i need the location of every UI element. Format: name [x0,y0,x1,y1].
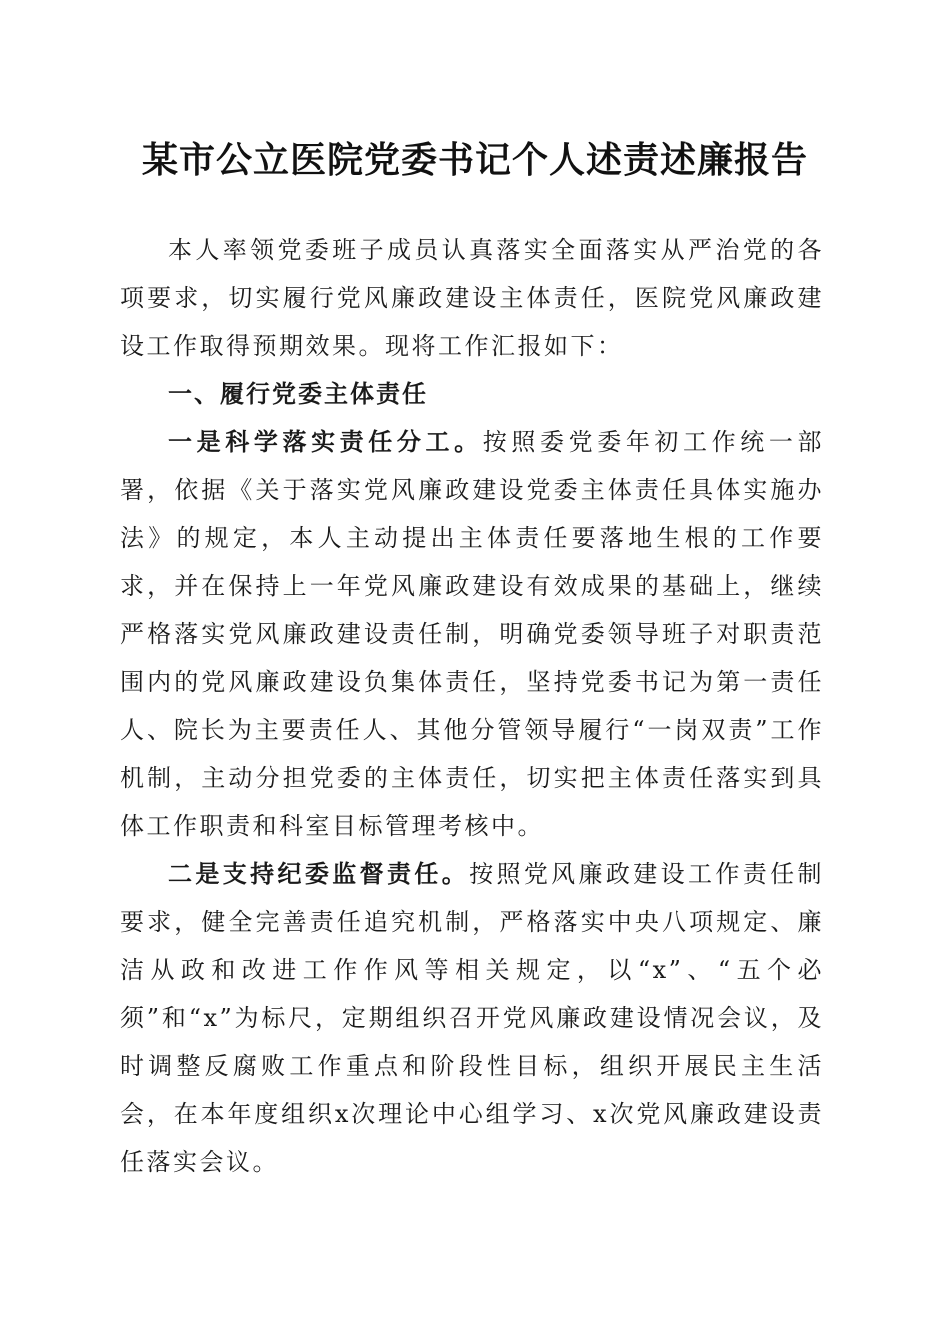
document-title: 某市公立医院党委书记个人述责述廉报告 [141,139,808,181]
paragraph-item-2 [120,850,824,1186]
document-body [120,226,824,1186]
paragraph-lead: 一是科学落实责任分工。 [168,428,483,456]
paragraph-item-1 [120,418,824,850]
intro-paragraph: 本人率领党委班子成员认真落实全面落实从严治党的各项要求，切实履行党风廉政建设主体责任，医院党风廉政建设工作取得预期效果。现将工作汇报如下： [120,236,824,360]
paragraph-text: 按照党风廉政建设工作责任制要求，健全完善责任追究机制，严格落实中央八项规定、廉洁从政和改进工作作风等相关规定，以“x”、“五个必须”和“x”为标尺，定期组织召开党风廉政建设情况会议，及时调整反腐败工作重点和阶段性目标，组织开展民主生活会，在本年度组织x次理论中心组学习、x次党风廉政建设责任落实会议。 [120,860,825,1176]
paragraph-lead: 二是支持纪委监督责任。 [168,860,470,888]
paragraph-text: 按照委党委年初工作统一部署，依据《关于落实党风廉政建设党委主体责任具体实施办法》的规定，本人主动提出主体责任要落地生根的工作要求，并在保持上一年党风廉政建设有效成果的基础上，继续严格落实党风廉政建设责任制，明确党委领导班子对职责范围内的党风廉政建设负集体责任，坚持党委书记为第一责任人、院长为主要责任人、其他分管领导履行“一岗双责”工作机制，主动分担党委的主体责任，切实把主体责任落实到具体工作职责和科室目标管理考核中。 [120,428,824,840]
section-heading: 一、履行党委主体责任 [168,380,428,408]
